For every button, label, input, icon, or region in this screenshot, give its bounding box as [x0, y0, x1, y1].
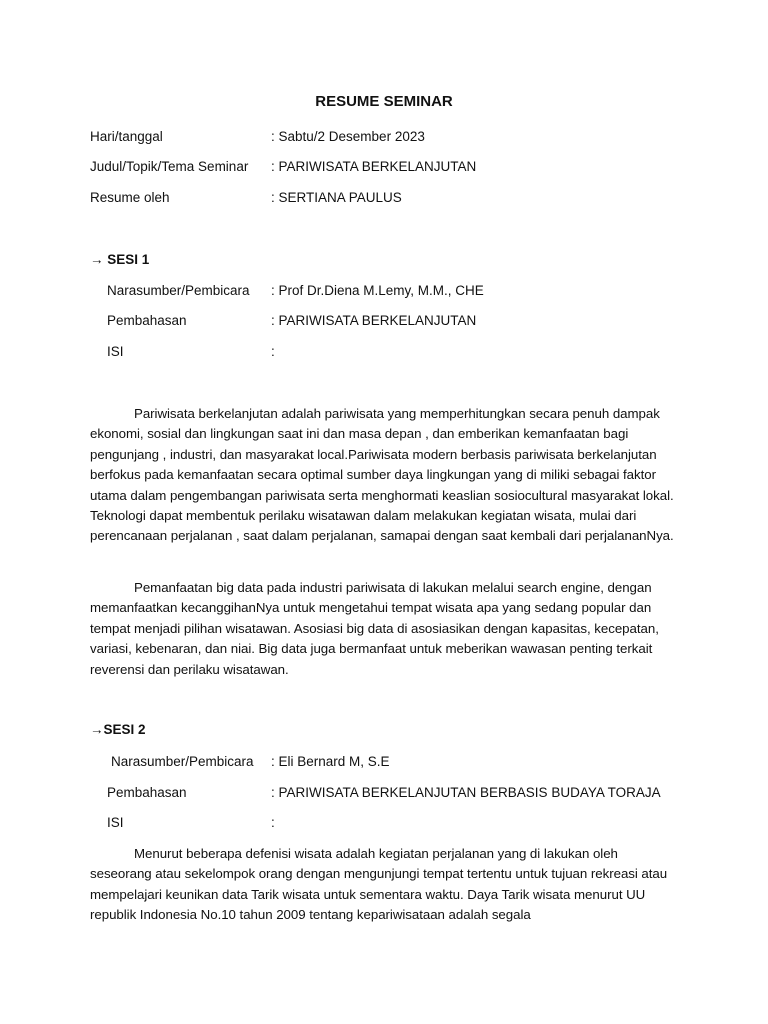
session-2-paragraph-1: Menurut beberapa defenisi wisata adalah kegiatan perjalanan yang di lakukan oleh seseorang atau sekelompok orang dengan mengunjungi tempat tertentu untuk tujuan rekreasi atau mempelajari keunikan data Tarik wisata untuk sementara waktu. Daya Tarik wisata menurut UU republik Indonesia No.10 tahun 2009 tentang kepariwisataan adalah segala [90, 846, 668, 923]
session-2-speaker-value: : Eli Bernard M, S.E [271, 754, 390, 769]
session-2-content-value: : [271, 815, 275, 830]
session-2-speaker-label: Narasumber/Pembicara [111, 754, 254, 769]
session-1-content-label: ISI [107, 344, 124, 359]
session-1-speaker-label: Narasumber/Pembicara [107, 283, 250, 298]
session-1-paragraph-2: Pemanfaatan big data pada industri pariwisata di lakukan melalui search engine, dengan memanfaatkan kecanggihanNya untuk mengetahui tempat wisata apa yang sedang popular dan tempat menjadi pilihan wisatawan. Asosiasi big data di asosiasikan dengan kapasitas, kecepatan, variasi, kebenaran, dan niai. Big data juga bermanfaat untuk meberikan wawasan penting terkait reverensi dan perilaku wisatawan. [90, 580, 659, 677]
author-value: : SERTIANA PAULUS [271, 190, 402, 205]
document-title: RESUME SEMINAR [315, 93, 453, 110]
topic-value: : PARIWISATA BERKELANJUTAN [271, 159, 477, 174]
session-2-heading: →SESI 2 [90, 722, 146, 737]
session-1-topic-label: Pembahasan [107, 313, 187, 328]
session-1-content-value: : [271, 344, 275, 359]
session-1-heading: → SESI 1 [90, 252, 150, 267]
session-2-content-label: ISI [107, 815, 124, 830]
session-1-paragraph-1: Pariwisata berkelanjutan adalah pariwisata yang memperhitungkan secara penuh dampak ekonomi, sosial dan lingkungan saat ini dan masa depan , dan emberikan kemanfaatan bagi pengunjang , industri, dan masyarakat local.Pariwisata modern berbasis pariwisata berkelanjutan berfokus pada kemanfaatan secara optimal sumber daya lingkungan yang di miliki sebagai faktor utama dalam pengembangan pariwisata serta menghormati keaslian sosiocultural masyarakat lokal. Teknologi dapat membentuk perilaku wisatawan dalam melakukan kegiatan wisata, mulai dari perencanaan perjalanan , saat dalam perjalanan, samapai dengan saat kembali dari perjalananNya. [90, 406, 674, 544]
topic-label: Judul/Topik/Tema Seminar [90, 159, 249, 174]
session-2-topic-value: : PARIWISATA BERKELANJUTAN BERBASIS BUDAYA TORAJA [271, 785, 661, 800]
author-label: Resume oleh [90, 190, 170, 205]
session-2-topic-label: Pembahasan [107, 785, 187, 800]
session-1-topic-value: : PARIWISATA BERKELANJUTAN [271, 313, 477, 328]
date-value: : Sabtu/2 Desember 2023 [271, 129, 425, 144]
date-label: Hari/tanggal [90, 129, 163, 144]
session-1-speaker-value: : Prof Dr.Diena M.Lemy, M.M., CHE [271, 283, 484, 298]
